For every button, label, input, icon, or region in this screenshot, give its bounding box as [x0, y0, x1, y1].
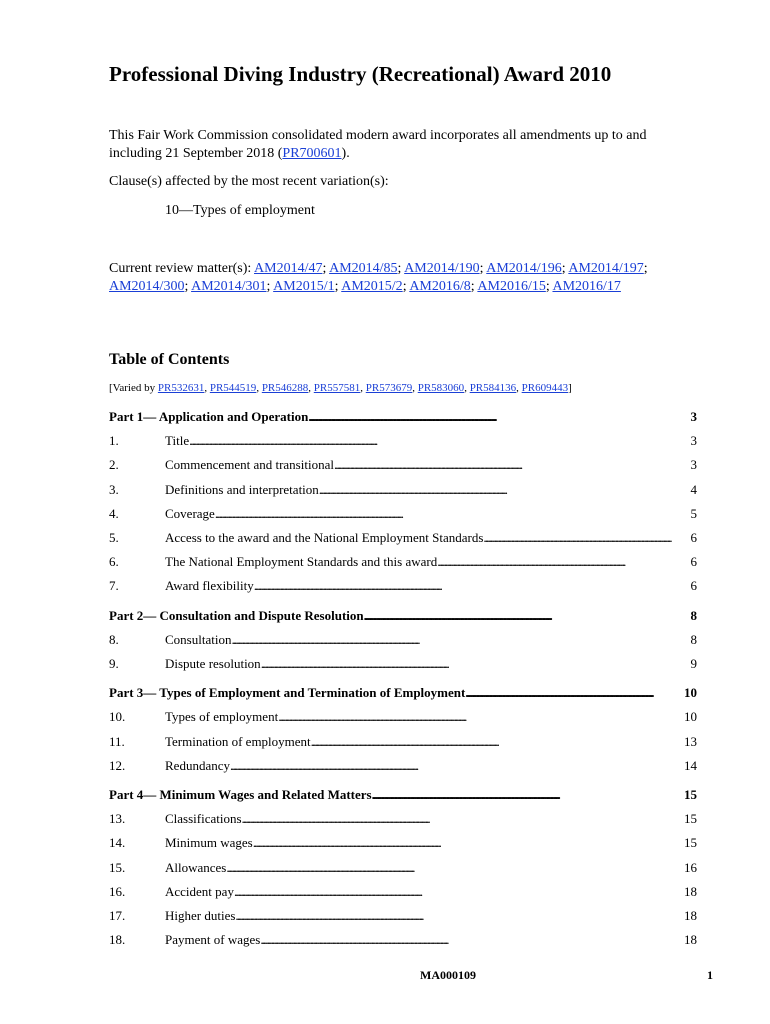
toc-entry-page: 6 [690, 530, 697, 545]
toc-entry-number: 11. [109, 733, 125, 749]
toc-part-entry[interactable] [109, 608, 697, 626]
toc-entry-page: 8 [690, 607, 697, 623]
toc-entry-page: 6 [690, 578, 697, 594]
toc-clause-entry[interactable] [109, 758, 697, 776]
toc-leader-dots [226, 860, 683, 876]
toc-entry-title: Commencement and transitional [165, 457, 334, 473]
toc-clause-entry[interactable] [109, 709, 697, 727]
toc-entry-title: Part 3— Types of Employment and Termination of Employment [109, 685, 466, 701]
toc-leader-dots [235, 908, 683, 924]
toc-entry-page: 3 [690, 457, 697, 473]
review-matter-link[interactable]: AM2014/301 [191, 279, 267, 294]
award-title: Professional Diving Industry (Recreational) Award 2010 [109, 62, 612, 86]
separator: ; [402, 279, 410, 294]
toc-entry-title: Title [165, 433, 190, 449]
toc-leader-dots [230, 758, 683, 774]
varied-by-link[interactable]: PR583060 [417, 382, 465, 394]
toc-entry-page: 10 [684, 685, 697, 701]
toc-entry-title: Dispute resolution [165, 656, 261, 671]
toc-entry-title: Access to the award and the National Employment Standards [165, 530, 484, 545]
varied-prefix: [Varied by [109, 382, 158, 394]
toc-entry-number: 1. [109, 433, 119, 449]
varied-by-link[interactable]: PR544519 [209, 382, 257, 394]
toc-leader-dots [242, 811, 683, 827]
toc-entry-number: 4. [109, 505, 119, 521]
toc-clause-entry[interactable] [109, 734, 697, 752]
toc-varied-by [109, 382, 572, 394]
toc-entry-page: 15 [684, 811, 697, 827]
toc-leader-dots [483, 530, 689, 546]
separator: , [412, 382, 418, 394]
toc-entry-page: 18 [684, 908, 697, 923]
toc-entry-number: 3. [109, 481, 119, 497]
review-matter-link[interactable]: AM2015/1 [273, 279, 335, 294]
toc-entry-title: The National Employment Standards and this award [165, 554, 438, 570]
toc-leader-dots [231, 632, 689, 648]
toc-entry-page: 6 [690, 554, 697, 570]
toc-leader-dots [465, 685, 683, 701]
toc-leader-dots [254, 578, 690, 594]
toc-entry-title: Part 4— Minimum Wages and Related Matters [109, 787, 372, 802]
toc-entry-title: Classifications [165, 811, 242, 827]
toc-entry-page: 14 [684, 757, 697, 773]
separator: ; [561, 261, 569, 276]
toc-entry-title: Award flexibility [165, 578, 254, 594]
toc-clause-entry[interactable] [109, 482, 697, 500]
toc-entry-page: 9 [690, 656, 697, 671]
toc-entry-page: 10 [684, 709, 697, 725]
toc-entry-page: 15 [684, 835, 697, 851]
toc-clause-entry[interactable] [109, 811, 697, 829]
toc-leader-dots [260, 932, 683, 948]
toc-entry-number: 10. [109, 709, 126, 725]
varied-by-link[interactable]: PR532631 [157, 382, 205, 394]
toc-clause-entry[interactable] [109, 433, 697, 451]
toc-leader-dots [189, 433, 689, 449]
toc-clause-entry[interactable] [109, 860, 697, 878]
toc-clause-entry[interactable] [109, 884, 697, 902]
toc-entry-page: 18 [684, 883, 697, 899]
toc-entry-title: Minimum wages [165, 835, 253, 851]
toc-clause-entry[interactable] [109, 932, 697, 950]
toc-entry-number: 2. [109, 457, 119, 473]
separator: ; [545, 279, 553, 294]
separator: , [308, 382, 314, 394]
toc-entry-title: Termination of employment [165, 733, 311, 749]
varied-by-link[interactable]: PR609443 [521, 382, 569, 394]
separator: ; [643, 261, 648, 276]
toc-entry-page: 3 [690, 409, 697, 424]
toc-leader-dots [261, 656, 690, 672]
review-matter-link[interactable]: AM2015/2 [341, 279, 403, 294]
toc-entry-title: Allowances [165, 859, 227, 875]
review-matter-link[interactable]: AM2014/300 [109, 279, 185, 294]
separator: ; [479, 261, 487, 276]
toc-entry-page: 5 [690, 505, 697, 521]
toc-entry-page: 4 [690, 481, 697, 497]
review-matter-link[interactable]: AM2014/47 [254, 261, 323, 276]
separator: , [204, 382, 210, 394]
separator: , [256, 382, 262, 394]
toc-entry-title: Redundancy [165, 757, 230, 773]
toc-entry-title: Payment of wages [165, 932, 261, 948]
toc-leader-dots [215, 506, 690, 522]
toc-entry-page: 13 [684, 733, 697, 749]
toc-entry-number: 18. [109, 932, 126, 948]
review-label: Current review matter(s): [109, 261, 255, 276]
toc-entry-title: Consultation [165, 631, 232, 647]
varied-by-link[interactable]: PR584136 [469, 382, 517, 394]
intro-text-end: ). [341, 146, 350, 161]
review-matter-link[interactable]: AM2014/190 [404, 261, 480, 276]
intro-link[interactable]: PR700601 [282, 146, 342, 161]
toc-heading: Table of Contents [109, 351, 230, 368]
toc-leader-dots [364, 608, 690, 624]
toc-entry-number: 16. [109, 883, 126, 899]
separator: ; [470, 279, 478, 294]
toc-entry-title: Accident pay [165, 883, 234, 899]
toc-clause-entry[interactable] [109, 656, 697, 674]
toc-leader-dots [253, 835, 683, 851]
varied-by-link[interactable]: PR573679 [365, 382, 413, 394]
toc-leader-dots [437, 554, 689, 570]
separator: , [516, 382, 522, 394]
varied-by-link[interactable]: PR557581 [313, 382, 361, 394]
toc-entry-number: 8. [109, 631, 119, 647]
toc-entry-page: 3 [690, 433, 697, 449]
clauses-affected-label: Clause(s) affected by the most recent variation(s): [109, 174, 389, 189]
varied-suffix: ] [568, 382, 572, 394]
toc-clause-entry[interactable] [109, 457, 697, 475]
toc-entry-number: 9. [109, 656, 119, 671]
intro-text: This Fair Work Commission consolidated modern award incorporates all amendments up to and including 21 September 2018 ( [109, 128, 647, 161]
toc-entry-title: Higher duties [165, 908, 236, 923]
toc-leader-dots [334, 457, 690, 473]
intro-paragraph [109, 127, 699, 163]
toc-clause-entry[interactable] [109, 506, 697, 524]
toc-entry-number: 6. [109, 554, 119, 570]
separator: , [464, 382, 470, 394]
review-matter-link[interactable]: AM2016/17 [552, 279, 621, 294]
toc-clause-entry[interactable] [109, 835, 697, 853]
toc-clause-entry[interactable] [109, 530, 697, 548]
separator: ; [266, 279, 274, 294]
toc-clause-entry[interactable] [109, 554, 697, 572]
toc-entry-page: 15 [684, 787, 697, 802]
toc-entry-number: 12. [109, 757, 126, 773]
review-matter-link[interactable]: AM2014/197 [568, 261, 644, 276]
toc-clause-entry[interactable] [109, 632, 697, 650]
toc-leader-dots [372, 787, 683, 803]
separator: ; [334, 279, 342, 294]
separator: ; [322, 261, 330, 276]
toc-leader-dots [234, 884, 683, 900]
toc-part-entry[interactable] [109, 409, 697, 427]
toc-leader-dots [308, 409, 689, 425]
toc-leader-dots [311, 734, 683, 750]
varied-by-link[interactable]: PR546288 [261, 382, 309, 394]
toc-entry-number: 14. [109, 835, 126, 851]
toc-entry-number: 5. [109, 530, 119, 545]
toc-leader-dots [319, 482, 690, 498]
review-matter-link[interactable]: AM2014/196 [486, 261, 562, 276]
review-matter-link[interactable]: AM2014/85 [329, 261, 398, 276]
toc-clause-entry[interactable] [109, 908, 697, 926]
toc-entry-page: 18 [684, 932, 697, 948]
toc-entry-title: Types of employment [165, 709, 279, 725]
toc-part-entry[interactable] [109, 787, 697, 805]
toc-entry-page: 8 [690, 631, 697, 647]
footer-award-code: MA000109 [420, 968, 476, 982]
toc-clause-entry[interactable] [109, 578, 697, 596]
toc-entry-title: Part 2— Consultation and Dispute Resolution [109, 607, 364, 623]
separator: ; [397, 261, 405, 276]
separator: ; [184, 279, 192, 294]
toc-entry-number: 15. [109, 859, 126, 875]
toc-entry-title: Coverage [165, 505, 215, 521]
toc-entry-number: 7. [109, 578, 119, 594]
toc-entry-title: Definitions and interpretation [165, 481, 319, 497]
separator: , [360, 382, 366, 394]
toc-leader-dots [278, 709, 683, 725]
toc-entry-number: 13. [109, 811, 126, 827]
review-matter-link[interactable]: AM2016/8 [409, 279, 471, 294]
toc-part-entry[interactable] [109, 685, 697, 703]
footer-page-number: 1 [707, 968, 713, 982]
review-matter-link[interactable]: AM2016/15 [477, 279, 546, 294]
review-matters [109, 260, 704, 296]
toc-entry-title: Part 1— Application and Operation [109, 409, 309, 424]
toc-entry-number: 17. [109, 908, 126, 923]
toc-entry-page: 16 [684, 859, 697, 875]
clauses-affected-item: 10—Types of employment [165, 203, 315, 218]
